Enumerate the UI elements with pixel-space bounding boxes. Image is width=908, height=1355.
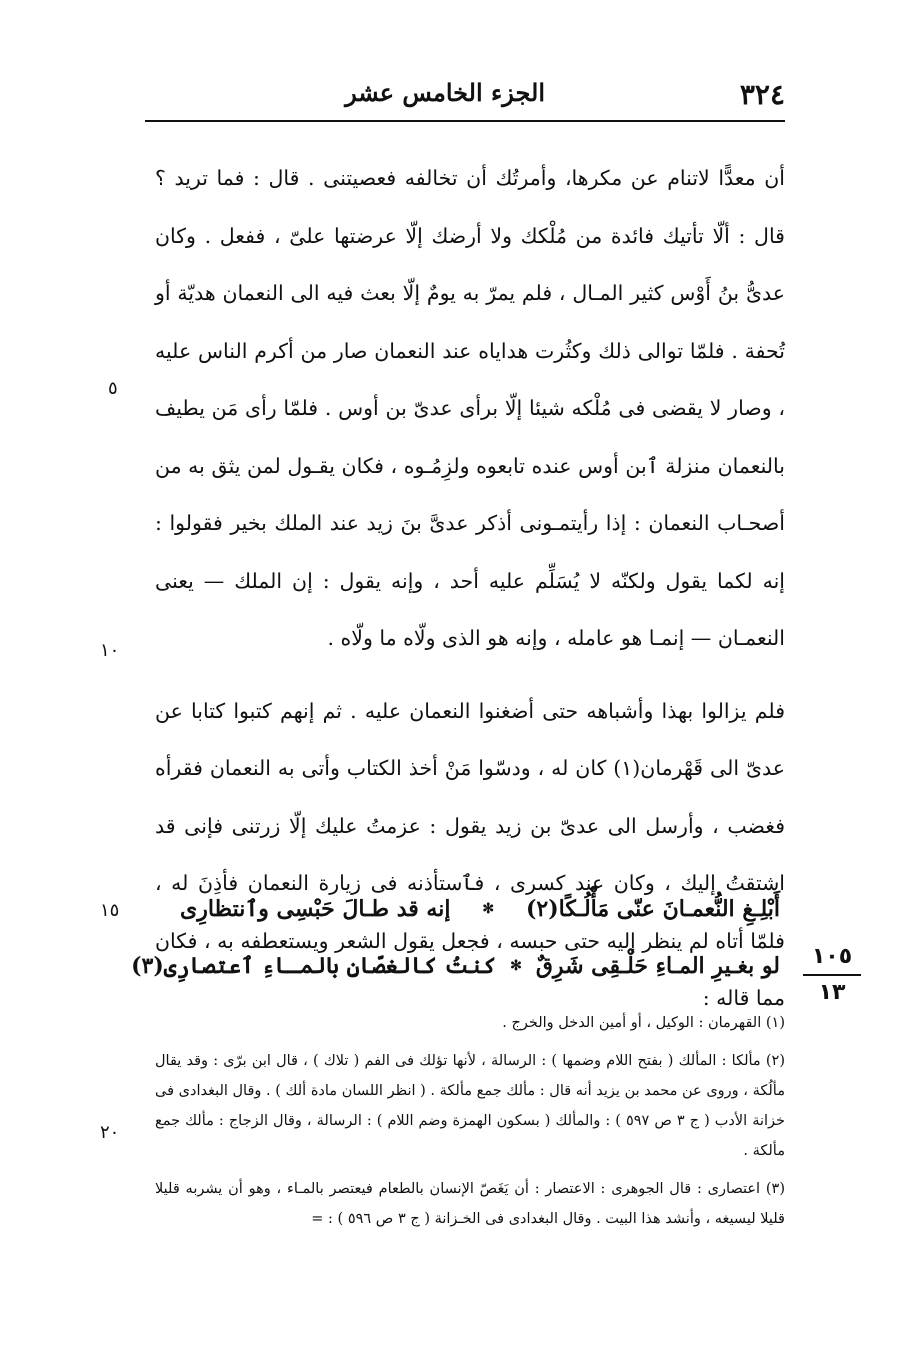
page-number: ٣٢٤ [739, 78, 785, 111]
footnote: (٣) اعتصارى : قال الجوهرى : الاعتصار : أن يَغَصّ الإنسان بالطعام فيعتصر بالمـاء ، وهو أن يشربه قليلا قليلا ليسيغه ، وأنشد هذا البيت . وقال البغدادى فى الخـزانة ( ج ٣ ص ٥٩٦ ) : = [155, 1181, 785, 1227]
second-hemistich: إنه قد طـالَ حَبْسِى وٱنتظارِى [180, 895, 451, 922]
line-number-5: ٥ [108, 378, 118, 399]
reference-fraction-bar [803, 974, 861, 976]
footnote: (١) القهرمان : الوكيل ، أو أمين الدخل والخرج . [502, 1015, 785, 1031]
verse-line [131, 937, 780, 994]
header-rule [145, 120, 785, 122]
running-title: الجزء الخامس عشر [345, 78, 545, 107]
reference-top: ١٠٥ [811, 944, 853, 969]
reference-bottom: ١٣ [818, 980, 846, 1005]
second-hemistich: كنتُ كالغصّانِ بالمـاءِ ٱعتصارِى(٣) [131, 952, 497, 979]
verse-separator: ✻ [482, 900, 495, 917]
line-number-20: ٢٠ [100, 1122, 120, 1143]
line-number-10: ١٠ [100, 640, 120, 661]
first-hemistich: لو بغـيرِ المـاءِ حَلْـقِى شَرِقٌ [535, 952, 780, 979]
poem [131, 880, 780, 994]
paragraph: أن معدًّا لاتنام عن مكرها، وأمرتُك أن تخالفه فعصيتنى . قال : فما تريد ؟ قال : ألّا تأتيك فائدة من مُلْكك ولا أرضك إلّا عرضتها علىّ ، ففعل . وكان عدىُّ بنُ أَوْس كثير المـال ، فلم يمرّ به يومٌ إلّا بعث فيه الى النعمان هديّة أو تُحفة . فلمّا توالى ذلك وكثُرت هداياه عند النعمان صار من أكرم الناس عليه ، وصار لا يقضى فى مُلْكه شيئا إلّا برأى عدىّ بن أوس . فلمّا رأى مَن يطيف بالنعمان منزلة ٱبن أوس عنده تابعوه ولزِمُـوه ، فكان يقـول لمن يثق به من أصحـاب النعمان : إذا رأيتمـونى أذكر عدىَّ بنَ زيد عند الملك بخير فقولوا : إنه لكما يقول ولكنّه لا يُسَلِّم عليه أحد ، وإنه يقول : إن الملك — يعنى النعمـان — إنمـا هو عامله ، وإنه هو الذى ولّاه ما ولّاه . [155, 166, 785, 650]
page-header [145, 78, 785, 118]
footnotes [155, 1008, 785, 1234]
first-hemistich: أَبْلِـغِ النُّعمـانَ عنّى مَأْلُـكًا(٢) [526, 895, 780, 922]
line-number-15: ١٥ [100, 900, 120, 921]
footnote: (٢) مألكا : المألك ( بفتح اللام وضمها ) : الرسالة ، لأنها تؤلك فى الفم ( تلاك ) ، قال ابن برّى : وقد يقال مألُكة ، وروى عن محمد بن يزيد أنه قال : مألك جمع مألكة . ( انظر اللسان مادة ألك ) . وقال البغدادى فى خزانة الأدب ( ج ٣ ص ٥٩٧ ) : والمألك ( بسكون الهمزة وضم اللام ) : الرسالة ، وقال الزجاج : مألك جمع مألكة . [155, 1053, 785, 1159]
paragraph: فلم يزالوا بهذا وأشباهه حتى أضغنوا النعمان عليه . ثم إنهم كتبوا كتابا عن عدىّ الى قَهْرمان(١) كان له ، ودسّوا مَنْ أخذ الكتاب وأتى به النعمان فقرأه فغضب ، وأرسل الى عدىّ بن زيد يقول : عزمتُ عليك إلّا زرتنى فإنى قد اشتقتُ إليك ، وكان عند كسرى ، فٱستأذنه فى زيارة النعمان فأذِنَ له ، فلمّا أتاه لم ينظر إليه حتى حبسه ، فجعل يقول الشعر ويستعطفه به ، فكان مما قاله : [155, 698, 785, 1010]
verse-line [180, 880, 780, 937]
marginal-reference [803, 944, 861, 1006]
verse-separator: ✻ [510, 957, 522, 974]
